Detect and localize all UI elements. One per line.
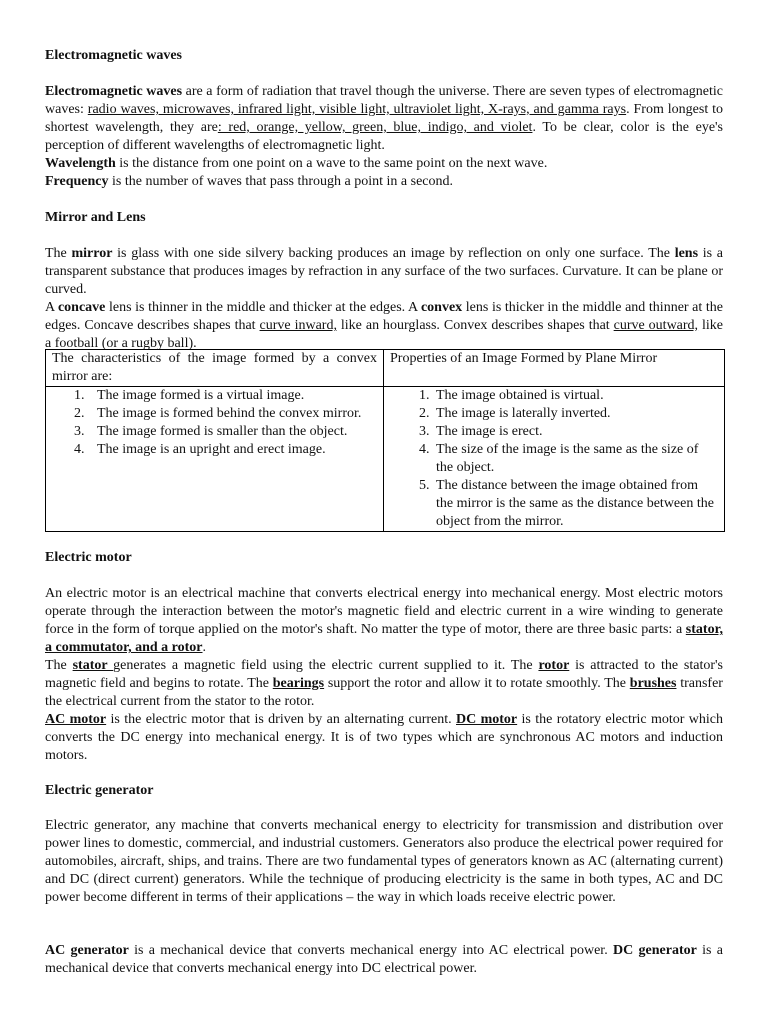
mirror-term: mirror xyxy=(71,246,113,261)
generator-paragraph-2 xyxy=(45,942,723,978)
table-body-row xyxy=(46,387,725,532)
motor-text: generates a magnetic field using the electric current supplied to it. The xyxy=(113,658,539,673)
ac-motor-term: AC motor xyxy=(45,712,107,727)
em-text: . From longest to shortest wavelength, they are xyxy=(45,102,723,135)
list-item xyxy=(390,441,718,477)
ml-text: lens is thicker in the middle and thinner at the edges. Concave describes shapes that xyxy=(45,300,723,333)
list-item-number: 5. xyxy=(419,478,430,493)
ml-text: A xyxy=(45,300,58,315)
convex-mirror-list xyxy=(52,387,377,459)
ml-text: lens is thinner in the middle and thicker at the edges. A xyxy=(105,300,421,315)
lens-term: lens xyxy=(674,246,699,261)
list-item-number: 2. xyxy=(74,406,85,421)
ml-text: The xyxy=(45,246,72,261)
plane-mirror-header: Properties of an Image Formed by Plane Mirror xyxy=(384,350,725,387)
motor-text: The xyxy=(45,658,73,673)
em-heading: Electromagnetic waves xyxy=(45,48,182,63)
list-item-number: 2. xyxy=(419,406,430,421)
em-paragraph xyxy=(45,83,723,155)
list-item-text: The image formed is a virtual image. xyxy=(97,388,305,403)
list-item xyxy=(52,441,377,459)
list-item-text: The image is an upright and erect image. xyxy=(97,442,326,457)
list-item xyxy=(52,405,377,423)
stator-term: stator xyxy=(72,658,114,673)
list-item-number: 3. xyxy=(419,424,430,439)
motor-paragraph-2 xyxy=(45,657,723,711)
plane-mirror-list xyxy=(390,387,718,531)
motor-paragraph-3 xyxy=(45,711,723,765)
generator-heading: Electric generator xyxy=(45,783,154,798)
list-item-text: The image is erect. xyxy=(436,424,543,439)
convex-mirror-header: The characteristics of the image formed by a convex mirror are: xyxy=(46,350,384,387)
list-item xyxy=(390,477,718,531)
list-item-number: 1. xyxy=(74,388,85,403)
bearings-term: bearings xyxy=(272,676,325,691)
motor-text: An electric motor is an electrical machine that converts electrical energy into mechanical energy. Most electric motors operate through the interaction between the motor's magnetic field and electric current in a wire winding to generate force in the form of torque applied on the motor's shaft. No matter the type of motor, there are three basic parts: a xyxy=(45,586,723,637)
ml-paragraph-2 xyxy=(45,299,723,353)
list-item-text: The image is laterally inverted. xyxy=(436,406,611,421)
frequency-term: Frequency xyxy=(45,174,109,189)
generator-text: is a mechanical device that converts mechanical energy into AC electrical power. xyxy=(128,943,613,958)
list-item-text: The size of the image is the same as the size of the object. xyxy=(436,442,699,475)
ml-text: is a transparent substance that produces images by refraction in any surface of the two surfaces. Curvature. It can be plane or curved. xyxy=(45,246,723,297)
plane-mirror-cell xyxy=(384,387,725,532)
motor-heading: Electric motor xyxy=(45,550,132,565)
generator-paragraph-1: Electric generator, any machine that converts mechanical energy to electricity for transmission and distribution over power lines to domestic, commercial, and industrial customers. Generators also produce the electrical power required for automobiles, aircraft, ships, and trains. There are two fundamental types of generators known as AC (alternating current) and DC (direct current) generators. While the technique of producing electricity is the same in both types, AC and DC power become different in terms of their applications – the way in which loads receive electric power. xyxy=(45,818,723,905)
motor-text: is the rotatory electric motor which converts the DC energy into mechanical energy. It is of two types which are synchronous AC motors and induction motors. xyxy=(45,712,723,763)
em-text: . To be clear, color is the eye's perception of different wavelengths of electromagnetic light. xyxy=(45,120,723,153)
list-item xyxy=(52,423,377,441)
curve-outward: curve outward, xyxy=(613,318,699,333)
motor-text: is attracted to the stator's magnetic field and begins to rotate. The xyxy=(45,658,724,691)
brushes-term: brushes xyxy=(629,676,677,691)
motor-text: is the electric motor that is driven by an alternating current. xyxy=(106,712,457,727)
wavelength-text: is the distance from one point on a wave to the same point on the next wave. xyxy=(115,156,548,171)
list-item-text: The image is formed behind the convex mirror. xyxy=(97,406,362,421)
list-item xyxy=(390,387,718,405)
convex-mirror-cell xyxy=(46,387,384,532)
list-item xyxy=(390,405,718,423)
motor-text: support the rotor and allow it to rotate smoothly. The xyxy=(324,676,630,691)
dc-generator-term: DC generator xyxy=(613,943,697,958)
motor-text: . xyxy=(202,640,206,655)
curve-inward: curve inward, xyxy=(259,318,337,333)
em-text: are a form of radiation that travel though the universe. There are seven types of electromagnetic waves: xyxy=(45,84,723,117)
frequency-definition xyxy=(45,173,723,191)
ac-generator-term: AC generator xyxy=(45,943,129,958)
motor-parts: stator, a commutator, and a rotor xyxy=(45,622,723,655)
motor-paragraph-1 xyxy=(45,585,723,657)
convex-term: convex xyxy=(420,300,463,315)
ml-text: is glass with one side silvery backing produces an image by reflection on only one surface. The xyxy=(112,246,675,261)
em-colors: : red, orange, yellow, green, blue, indigo, and violet xyxy=(217,120,533,135)
ml-paragraph-1 xyxy=(45,245,723,299)
mirror-comparison-table xyxy=(45,349,725,532)
wavelength-term: Wavelength xyxy=(45,156,116,171)
list-item-number: 3. xyxy=(74,424,85,439)
em-types: radio waves, microwaves, infrared light, visible light, ultraviolet light, X-rays, and gamma rays xyxy=(87,102,627,117)
dc-motor-term: DC motor xyxy=(456,712,518,727)
list-item-text: The image obtained is virtual. xyxy=(436,388,604,403)
generator-text: is a mechanical device that converts mechanical energy into DC electrical power. xyxy=(45,943,723,976)
rotor-term: rotor xyxy=(538,658,570,673)
motor-text: transfer the electrical current from the stator to the rotor. xyxy=(45,676,723,709)
list-item-number: 4. xyxy=(419,442,430,457)
concave-term: concave xyxy=(57,300,106,315)
list-item-number: 4. xyxy=(74,442,85,457)
list-item-text: The image formed is smaller than the object. xyxy=(97,424,348,439)
em-term: Electromagnetic waves xyxy=(45,84,183,99)
wavelength-definition xyxy=(45,155,723,173)
ml-heading: Mirror and Lens xyxy=(45,210,146,225)
list-item xyxy=(52,387,377,405)
list-item xyxy=(390,423,718,441)
list-item-number: 1. xyxy=(419,388,430,403)
table-header-row xyxy=(46,350,725,387)
ml-text: like an hourglass. Convex describes shapes that xyxy=(336,318,614,333)
list-item-text: The distance between the image obtained from the mirror is the same as the distance between the object from the mirror. xyxy=(436,478,714,529)
frequency-text: is the number of waves that pass through a point in a second. xyxy=(108,174,453,189)
ml-text: like a football (or a rugby ball). xyxy=(45,318,724,351)
